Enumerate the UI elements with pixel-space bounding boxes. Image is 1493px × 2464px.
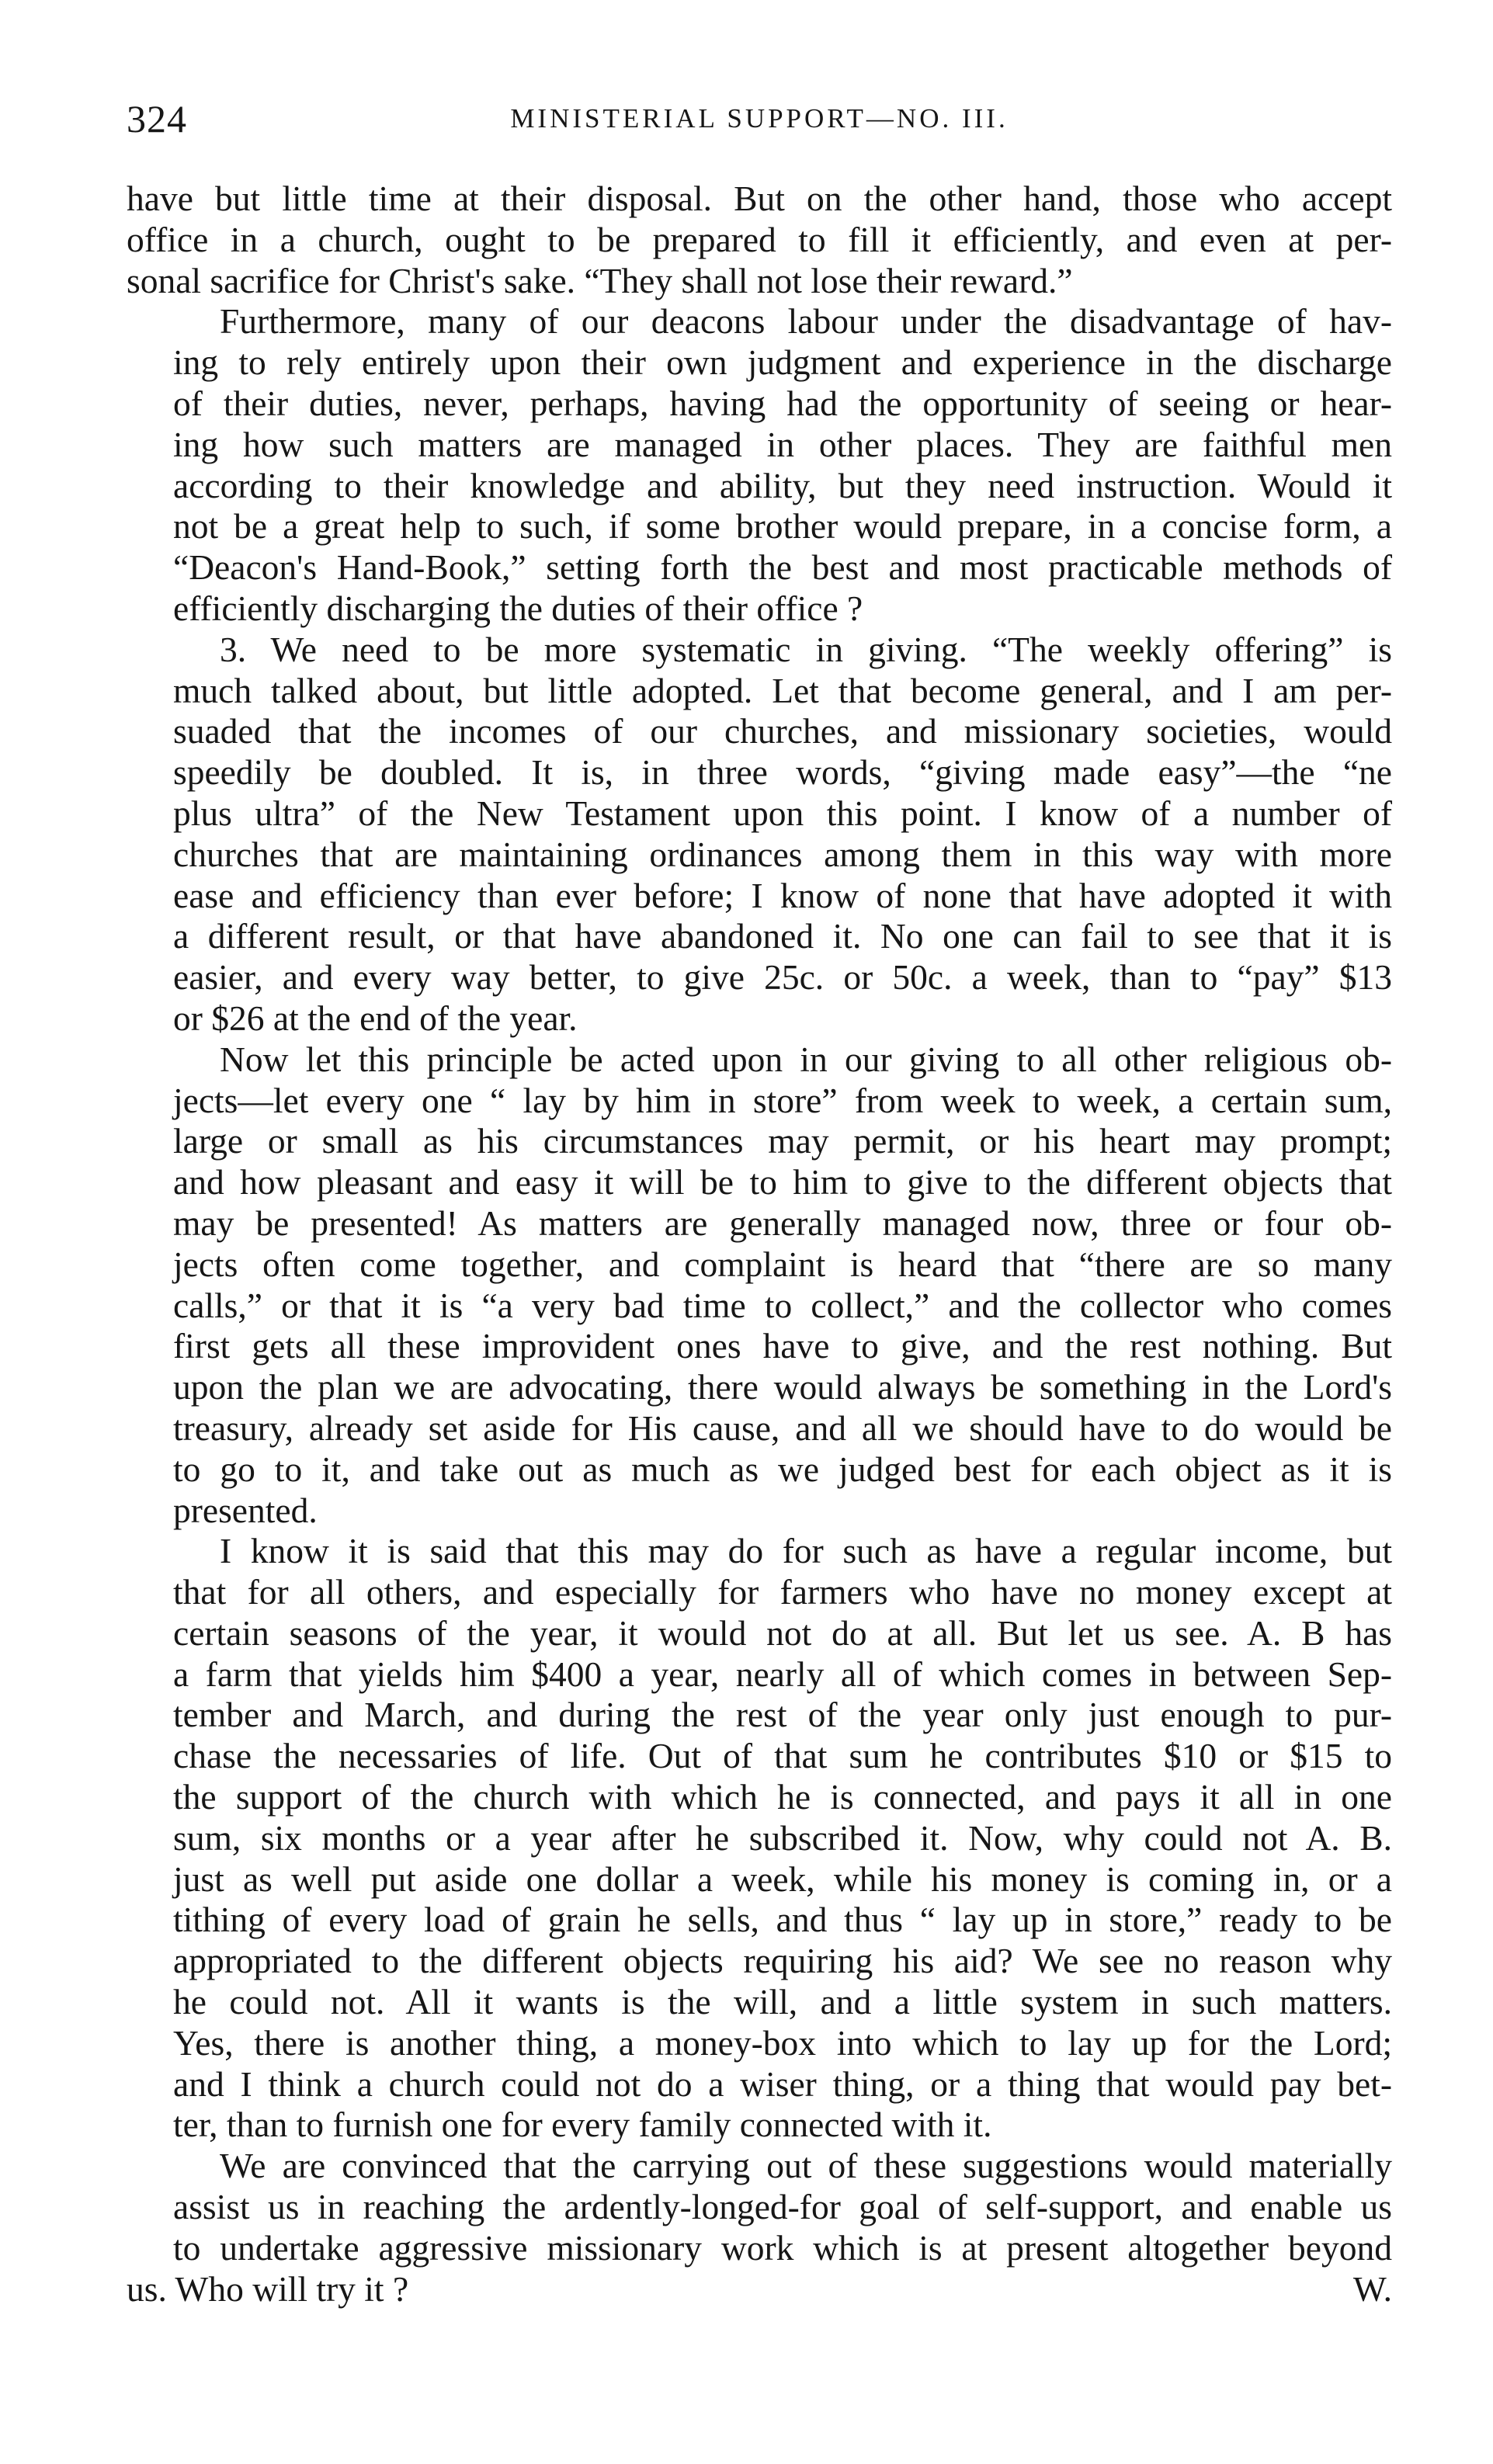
text-line: churches that are maintaining ordinances among them in this way with more: [173, 834, 1392, 874]
text-line: the support of the church with which he is connected, and pays it all in one: [173, 1777, 1392, 1817]
text-line: to undertake aggressive missionary work which is at present altogether beyond: [173, 2227, 1392, 2268]
text-line: plus ultra” of the New Testament upon this point. I know of a number of: [173, 793, 1392, 833]
text-line: suaded that the incomes of our churches, and missionary societies, would: [173, 711, 1392, 751]
article-body: [127, 179, 1392, 2310]
text-line: according to their knowledge and ability, but they need instruction. Would it: [173, 465, 1392, 505]
signature: W.: [1352, 2268, 1392, 2309]
page-number: 324: [127, 97, 187, 141]
paragraph: [127, 1039, 1392, 1532]
closing-text: us. Who will try it ?: [127, 2268, 409, 2309]
text-line: and I think a church could not do a wiser thing, or a thing that would pay bet-: [173, 2063, 1392, 2104]
text-line: Furthermore, many of our deacons labour under the disadvantage of hav-: [220, 301, 1392, 342]
text-line: first gets all these improvident ones have to give, and the rest nothing. But: [173, 1326, 1392, 1366]
text-line: tithing of every load of grain he sells, and thus “ lay up in store,” ready to be: [173, 1900, 1392, 1940]
text-line: “Deacon's Hand-Book,” setting forth the best and most practicable methods of: [173, 547, 1392, 588]
text-line: jects—let every one “ lay by him in store” from week to week, a certain sum,: [173, 1080, 1392, 1120]
text-line: ter, than to furnish one for every family connected with it.: [173, 2105, 992, 2145]
text-line: may be presented! As matters are generally managed now, three or four ob-: [173, 1203, 1392, 1243]
paragraph: [127, 179, 1392, 301]
text-line: sum, six months or a year after he subscribed it. Now, why could not A. B.: [173, 1817, 1392, 1858]
text-line: that for all others, and especially for farmers who have no money except at: [173, 1572, 1392, 1612]
paragraph: [127, 2146, 1392, 2268]
paragraph: [127, 1531, 1392, 2146]
text-line: a different result, or that have abandoned it. No one can fail to see that it is: [173, 916, 1392, 956]
text-line: not be a great help to such, if some brother would prepare, in a concise form, a: [173, 506, 1392, 547]
text-line: chase the necessaries of life. Out of that sum he contributes $10 or $15 to: [173, 1736, 1392, 1776]
text-line: have but little time at their disposal. But on the other hand, those who accept: [127, 179, 1392, 218]
text-line: and how pleasant and easy it will be to him to give to the different objects that: [173, 1162, 1392, 1203]
text-line: just as well put aside one dollar a week, while his money is coming in, or a: [173, 1858, 1392, 1899]
text-line: presented.: [173, 1490, 318, 1530]
text-line: much talked about, but little adopted. Let that become general, and I am per-: [173, 670, 1392, 710]
text-line: office in a church, ought to be prepared to fill it efficiently, and even at per-: [127, 219, 1392, 259]
text-line: upon the plan we are advocating, there would always be something in the Lord's: [173, 1367, 1392, 1407]
text-line: sonal sacrifice for Christ's sake. “They shall not lose their reward.”: [127, 260, 1073, 300]
text-line: certain seasons of the year, it would not do at all. But let us see. A. B has: [173, 1612, 1392, 1653]
text-line: Now let this principle be acted upon in our giving to all other religious ob-: [220, 1039, 1392, 1079]
text-line: assist us in reaching the ardently-longed-for goal of self-support, and enable us: [173, 2187, 1392, 2227]
paragraph: [127, 630, 1392, 1039]
text-line: jects often come together, and complaint is heard that “there are so many: [173, 1244, 1392, 1284]
text-line: speedily be doubled. It is, in three words, “giving made easy”—the “ne: [173, 752, 1392, 793]
page-header: [127, 92, 1392, 146]
text-line: Yes, there is another thing, a money-box into which to lay up for the Lord;: [173, 2022, 1392, 2063]
closing-line: [127, 2269, 1392, 2310]
text-line: tember and March, and during the rest of the year only just enough to pur-: [173, 1695, 1392, 1735]
text-line: calls,” or that it is “a very bad time to collect,” and the collector who comes: [173, 1285, 1392, 1325]
text-line: of their duties, never, perhaps, having had the opportunity of seeing or hear-: [173, 383, 1392, 423]
text-line: appropriated to the different objects requiring his aid? We see no reason why: [173, 1941, 1392, 1981]
text-line: large or small as his circumstances may permit, or his heart may prompt;: [173, 1121, 1392, 1161]
text-line: easier, and every way better, to give 25c. or 50c. a week, than to “pay” $13: [173, 957, 1392, 998]
text-line: I know it is said that this may do for such as have a regular income, but: [220, 1531, 1392, 1571]
text-line: treasury, already set aside for His cause, and all we should have to do would be: [173, 1407, 1392, 1448]
text-line: We are convinced that the carrying out of these suggestions would materially: [220, 2146, 1392, 2186]
text-line: ing how such matters are managed in other places. They are faithful men: [173, 424, 1392, 464]
text-line: or $26 at the end of the year.: [173, 998, 578, 1038]
text-line: ease and efficiency than ever before; I know of none that have adopted it with: [173, 875, 1392, 915]
text-line: 3. We need to be more systematic in giving. “The weekly offering” is: [220, 629, 1392, 669]
text-line: to go to it, and take out as much as we judged best for each object as it is: [173, 1449, 1392, 1489]
text-line: ing to rely entirely upon their own judgment and experience in the discharge: [173, 342, 1392, 383]
text-line: efficiently discharging the duties of their office ?: [173, 588, 863, 628]
text-line: a farm that yields him $400 a year, nearly all of which comes in between Sep-: [173, 1654, 1392, 1694]
paragraph: [127, 301, 1392, 629]
text-line: he could not. All it wants is the will, and a little system in such matters.: [173, 1982, 1392, 2022]
running-head: MINISTERIAL SUPPORT—NO. III.: [510, 103, 1009, 134]
